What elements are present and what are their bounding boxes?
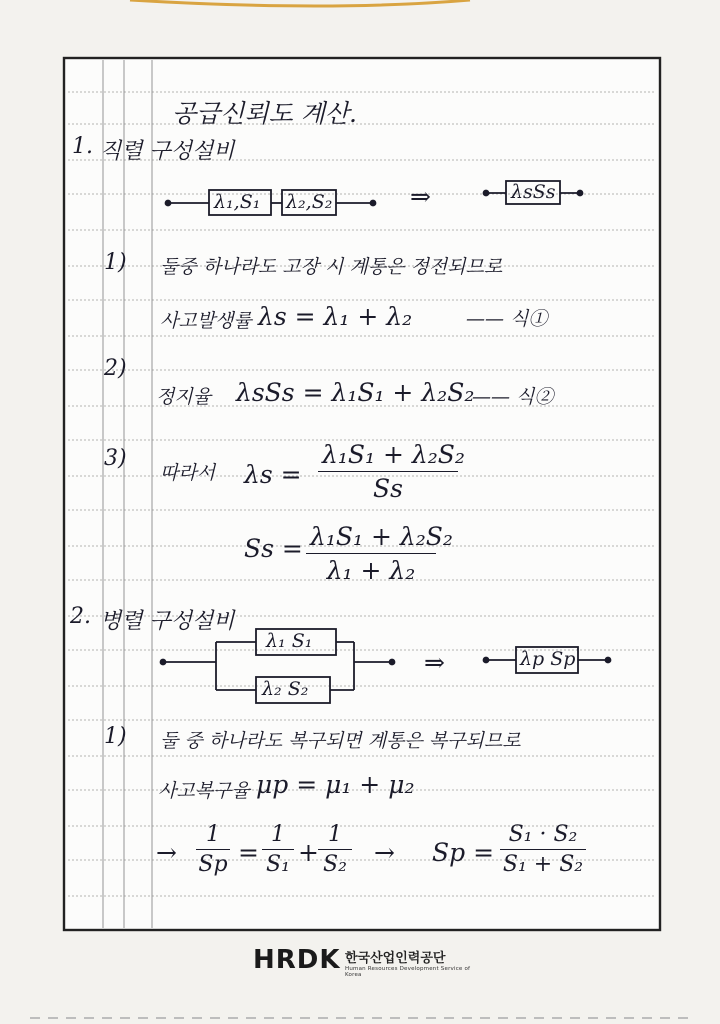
series-box-2-label: λ₂,S₂ (286, 191, 333, 213)
equation-1-tag: —— 식① (466, 308, 548, 330)
lambda-s-denominator: Ss (373, 474, 403, 503)
s-s-numerator: λ₁S₁ + λ₂S₂ (306, 522, 436, 554)
sp-lhs: Sp = (432, 838, 495, 867)
derivation-arrow: → (156, 838, 177, 867)
step-1-2-number: 2) (104, 356, 127, 381)
s-s-denominator: λ₁ + λ₂ (326, 556, 416, 585)
s-s-fraction (306, 522, 453, 585)
one-over-s1-numerator: 1 (262, 822, 294, 850)
one-over-sp-numerator: 1 (196, 822, 230, 850)
hrdk-logo (253, 945, 473, 979)
one-over-s2-numerator: 1 (318, 822, 352, 850)
lambda-s-fraction (318, 440, 465, 503)
series-arrow: ⇒ (410, 182, 431, 211)
step-1-1-text: 둘중 하나라도 고장 시 계통은 정전되므로 (160, 256, 503, 278)
lambda-s-lhs: λs = (244, 460, 302, 489)
one-over-s2-fraction (318, 822, 352, 877)
parallel-box-1-label: λ₁ S₁ (266, 630, 313, 652)
equation-1-tag-text: 식① (510, 308, 548, 330)
lambda-s-numerator: λ₁S₁ + λ₂S₂ (318, 440, 458, 472)
page-title: 공급신뢰도 계산. (172, 99, 357, 128)
section-2-number: 2. (70, 604, 91, 629)
parallel-result-box-label: λp Sp (520, 648, 576, 670)
outage-rate-equation: λsSs = λ₁S₁ + λ₂S₂ (236, 378, 475, 407)
step-1-3-number: 3) (104, 446, 127, 471)
equation-2-tag: —— 식② (472, 386, 554, 408)
series-result-box-label: λsSs (511, 181, 556, 203)
series-box-1-label: λ₁,S₁ (214, 191, 261, 213)
s-s-lhs: Ss = (244, 534, 303, 563)
one-over-sp-fraction (196, 822, 230, 877)
derivation-equals: = (238, 838, 259, 867)
parallel-arrow: ⇒ (424, 648, 445, 677)
failure-rate-equation: λs = λ₁ + λ₂ (258, 302, 413, 331)
one-over-sp-denominator: Sp (198, 852, 228, 877)
repair-rate-label: 사고복구율 (158, 780, 250, 802)
hrdk-logo-text: HRDK (253, 945, 341, 975)
section-1-heading: 직렬 구성설비 (100, 139, 235, 164)
org-name: 한국산업인력공단 (345, 951, 446, 966)
parallel-box-2-label: λ₂ S₂ (262, 678, 309, 700)
section-2-heading: 병렬 구성설비 (100, 609, 235, 634)
sp-denominator: S₁ + S₂ (502, 852, 584, 877)
section-1-number: 1. (72, 134, 93, 159)
sp-numerator: S₁ · S₂ (500, 822, 586, 850)
derivation-plus: + (298, 838, 319, 867)
step-1-1-number: 1) (104, 250, 127, 275)
derivation-arrow-2: → (374, 838, 395, 867)
sp-fraction (500, 822, 586, 877)
failure-rate-label: 사고발생률 (160, 310, 252, 332)
step-2-1-text: 둘 중 하나라도 복구되면 계통은 복구되므로 (160, 730, 521, 752)
equation-2-tag-text: 식② (516, 386, 554, 408)
one-over-s2-denominator: S₂ (323, 852, 347, 877)
one-over-s1-denominator: S₁ (266, 852, 290, 877)
outage-rate-label: 정지율 (156, 386, 212, 408)
step-2-1-number: 1) (104, 724, 127, 749)
therefore-label: 따라서 (160, 462, 216, 484)
repair-rate-equation: μp = μ₁ + μ₂ (256, 770, 415, 799)
org-subtitle: Human Resources Development Service of Korea (345, 966, 471, 978)
one-over-s1-fraction (262, 822, 294, 877)
